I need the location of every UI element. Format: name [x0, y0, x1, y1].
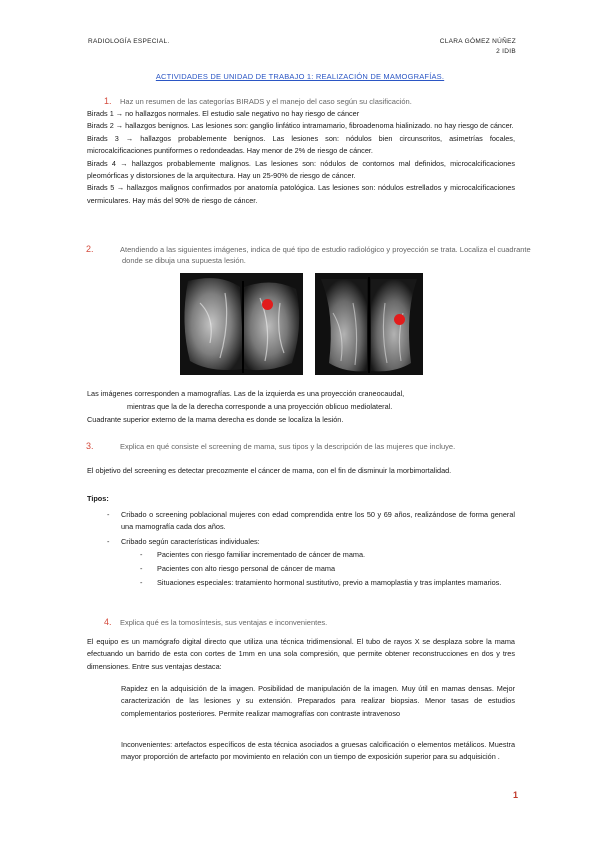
types-label: Tipos: — [87, 494, 109, 503]
question-1-text: Haz un resumen de las categorías BIRADS y el manejo del caso según su clasificación. — [120, 97, 412, 106]
question-3-number: 3. — [86, 441, 94, 451]
tomosynthesis-intro: El equipo es un mamógrafo digital directo que utiliza una técnica tridimensional. El tubo de rayos X se desplaza sobre la mama efectuando un barrido de esta con cortes de 1mm en una sola compresión, que permite obtener reconstrucciones en dos y tres dimensiones. Entre sus ventajas destaca: — [87, 637, 515, 671]
birads-1: Birads 1 → no hallazgos normales. El estudio sale negativo no hay riesgo de cáncer — [87, 109, 360, 118]
question-2-number: 2. — [86, 244, 94, 254]
header-right — [440, 38, 516, 55]
screening-objective: El objetivo del screening es detectar precozmente el cáncer de mama, con el fin de disminuir la morbimortalidad. — [87, 466, 452, 475]
question-1 — [104, 96, 524, 107]
author-group: 2 IDIB — [496, 48, 516, 55]
question-4 — [104, 617, 518, 628]
lesion-marker — [262, 299, 273, 310]
screening-subtype-3: Situaciones especiales: tratamiento hormonal sustitutivo, previo a mamoplastia y tras implantes mamarios. — [157, 578, 502, 587]
author-name: CLARA GÓMEZ NÚÑEZ — [439, 38, 516, 45]
question-2-text: Atendiendo a las siguientes imágenes, indica de qué tipo de estudio radiológico y proyección se trata. Localiza el cuadrante donde se dibuja una supuesta lesión. — [120, 245, 531, 265]
tomosynthesis-disadvantages: Inconvenientes: artefactos específicos de esta técnica asociados a gruesas calcificación o elementos metálicos. Muestra mayor proporción de artefacto por movimiento en relación con un tiempo de exposición superior para su adquisición . — [121, 740, 515, 762]
sub-bullet-1: - — [140, 550, 143, 559]
lesion-marker — [394, 314, 405, 325]
mammogram-oblique-image — [315, 273, 423, 375]
birads-list — [87, 108, 515, 207]
page-number: 1 — [512, 790, 518, 800]
sub-bullet-3: - — [140, 578, 143, 587]
mammogram-cc-graphic — [180, 273, 303, 375]
birads-5: Birads 5 → hallazgos malignos confirmados por anatomía patológica. Las lesiones son: nódulos estrellados y microcalcificaciones vermiculares. Hay más del 90% de riesgo de cáncer. — [87, 183, 515, 205]
tomosynthesis-advantages: Rapidez en la adquisición de la imagen. Posibilidad de manipulación de la imagen. Muy útil en mamas densas. Mejor caracterización de las lesiones y su extensión. Preparados para realizar biopsias. Menor tasas de estudios complementarios posteriores. Permite realizar mamografías con contraste intravenoso — [121, 684, 515, 718]
question-2-answer-2: mientras que la de la derecha corresponde a una proyección oblicuo mediolateral. — [127, 402, 393, 411]
mammogram-craniocaudal-image — [180, 273, 303, 375]
bullet-dash-2: - — [107, 537, 110, 546]
screening-type-1: Cribado o screening poblacional mujeres con edad comprendida entre los 50 y 69 años, realizándose de forma general una mamografía cada dos años. — [121, 510, 515, 532]
question-4-text: Explica qué es la tomosíntesis, sus ventajas e inconvenientes. — [120, 618, 328, 627]
birads-2: Birads 2 → hallazgos benignos. Las lesiones son: ganglio linfático intramamario, fibroadenoma hialinizado. no hay riesgo de cáncer. — [87, 121, 514, 131]
question-4-number: 4. — [104, 617, 112, 627]
header-left: RADIOLOGÍA ESPECIAL. — [88, 38, 170, 45]
screening-subtype-1: Pacientes con riesgo familiar incrementado de cáncer de mama. — [157, 550, 366, 559]
question-2 — [86, 244, 540, 266]
question-3-text: Explica en qué consiste el screening de mama, sus tipos y la descripción de las mujeres que incluye. — [120, 442, 456, 451]
screening-subtype-2: Pacientes con alto riesgo personal de cáncer de mama — [157, 564, 336, 573]
screening-type-2: Cribado según características individuales: — [121, 537, 260, 546]
page-title: ACTIVIDADES DE UNIDAD DE TRABAJO 1: REALIZACIÓN DE MAMOGRAFÍAS. — [155, 72, 445, 81]
birads-3: Birads 3 → hallazgos probablemente benignos. Las lesiones son: nódulos bien circunscritos, asimetrías focales, microcalcificaciones puntiformes o redondeadas. Hay menor de 2% de riesgo de cáncer. — [87, 133, 515, 156]
question-3 — [86, 441, 536, 452]
question-2-answer-1: Las imágenes corresponden a mamografías. Las de la izquierda es una proyección craneocaudal, — [87, 389, 405, 398]
question-1-number: 1. — [104, 96, 112, 106]
bullet-dash-1: - — [107, 510, 110, 519]
question-2-answer-3: Cuadrante superior externo de la mama derecha es donde se localiza la lesión. — [87, 415, 344, 424]
mammogram-mlo-graphic — [315, 273, 423, 375]
birads-4: Birads 4 → hallazgos probablemente malignos. Las lesiones son: nódulos de contornos mal definidos, microcalcificaciones pleomórficas y distorsiones de la arquitectura. Hay un 25-90% de riesgo de cáncer. — [87, 158, 515, 181]
sub-bullet-2: - — [140, 564, 143, 573]
